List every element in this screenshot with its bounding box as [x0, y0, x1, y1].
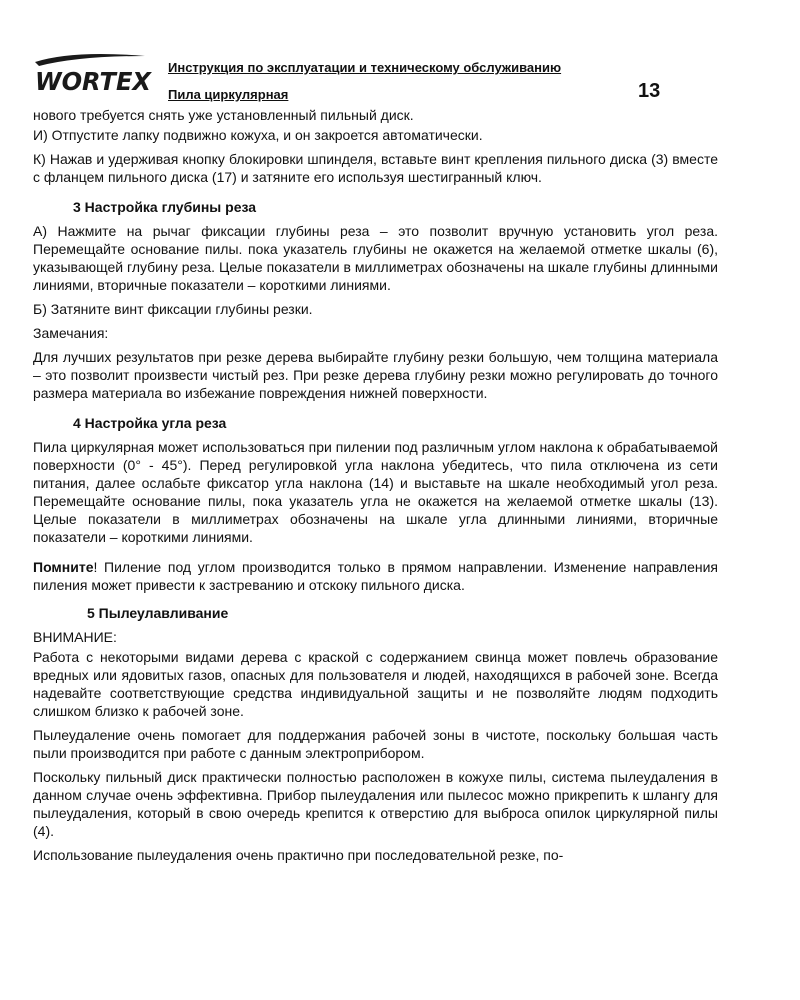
note-text: ! Пиление под углом производится только в прямом направлении. Изменение направления пиления может привести к застреванию и отскоку пильного диска.: [33, 559, 718, 593]
paragraph: Использование пылеудаления очень практично при последовательной резке, по-: [33, 847, 564, 863]
paragraph: нового требуется снять уже установленный пильный диск.: [33, 107, 414, 123]
paragraph: Для лучших результатов при резке дерева выбирайте глубину резки большую, чем толщина материала – это позволит произвести чистый рез. При резке дерева глубину резки можно регулировать до точного размера материала во избежание повреждения нижней поверхности.: [33, 349, 718, 401]
page-number: 13: [638, 80, 661, 102]
section-heading: 3 Настройка глубины реза: [73, 199, 257, 215]
paragraph: Пила циркулярная может использоваться при пилении под различным углом наклона к обрабатываемой поверхности (0° - 45°). Перед регулировкой угла наклона убедитесь, что пила отключена из сети питания, далее ослабьте фиксатор угла наклона (14) и выставьте на шкале необходимый угол реза. Перемещайте основание пилы, пока указатель угла не окажется на желаемой отметке шкалы (13). Целые показатели в миллиметрах обозначены на шкале угла длинными линиями, вторичные показатели – короткими линиями.: [33, 439, 718, 545]
note-bold: Помните: [33, 559, 94, 575]
document-subtitle: Пила циркулярная: [168, 87, 289, 102]
paragraph: И) Отпустите лапку подвижно кожуха, и он закроется автоматически.: [33, 127, 483, 143]
svg-text:WORTEX: WORTEX: [35, 67, 153, 94]
paragraph: А) Нажмите на рычаг фиксации глубины реза – это позволит вручную установить угол реза. Перемещайте основание пилы. пока указатель глубины не окажется на желаемой отметке шкалы (6), указывающей глубину реза. Целые показатели в миллиметрах обозначены на шкале глубины длинными линиями, вторичные показатели – короткими линиями.: [33, 223, 718, 293]
paragraph: Б) Затяните винт фиксации глубины резки.: [33, 301, 313, 317]
document-title: Инструкция по эксплуатации и техническому обслуживанию: [168, 60, 562, 75]
page-header: [0, 0, 800, 112]
paragraph: Работа с некоторыми видами дерева с краской с содержанием свинца может повлечь образование вредных или ядовитых газов, опасных для пользователя и людей, находящихся в рабочей зоне. Всегда надевайте соответствующие средства индивидуальной защиты и не позволяйте людям подходить слишком близко к рабочей зоне.: [33, 649, 718, 719]
warning-label: ВНИМАНИЕ:: [33, 629, 117, 645]
section-heading: 4 Настройка угла реза: [73, 415, 227, 431]
note-paragraph: [33, 558, 718, 594]
paragraph: Поскольку пильный диск практически полностью расположен в кожухе пилы, система пылеудаления в данном случае очень эффективна. Прибор пылеудаления или пылесос можно прикрепить к шлангу для пылеудаления, который в свою очередь крепится к отверстию для выброса опилок циркулярной пилы (4).: [33, 769, 718, 839]
paragraph: Пылеудаление очень помогает для поддержания рабочей зоны в чистоте, поскольку большая часть пыли производится при работе с данным электроприбором.: [33, 727, 718, 761]
section-heading: 5 Пылеулавливание: [87, 605, 229, 621]
wortex-logo: [33, 52, 153, 94]
page-body: [33, 106, 718, 870]
paragraph: К) Нажав и удерживая кнопку блокировки шпинделя, вставьте винт крепления пильного диска (3) вместе с фланцем пильного диска (17) и затяните его используя шестигранный ключ.: [33, 151, 718, 185]
paragraph: Замечания:: [33, 325, 109, 341]
